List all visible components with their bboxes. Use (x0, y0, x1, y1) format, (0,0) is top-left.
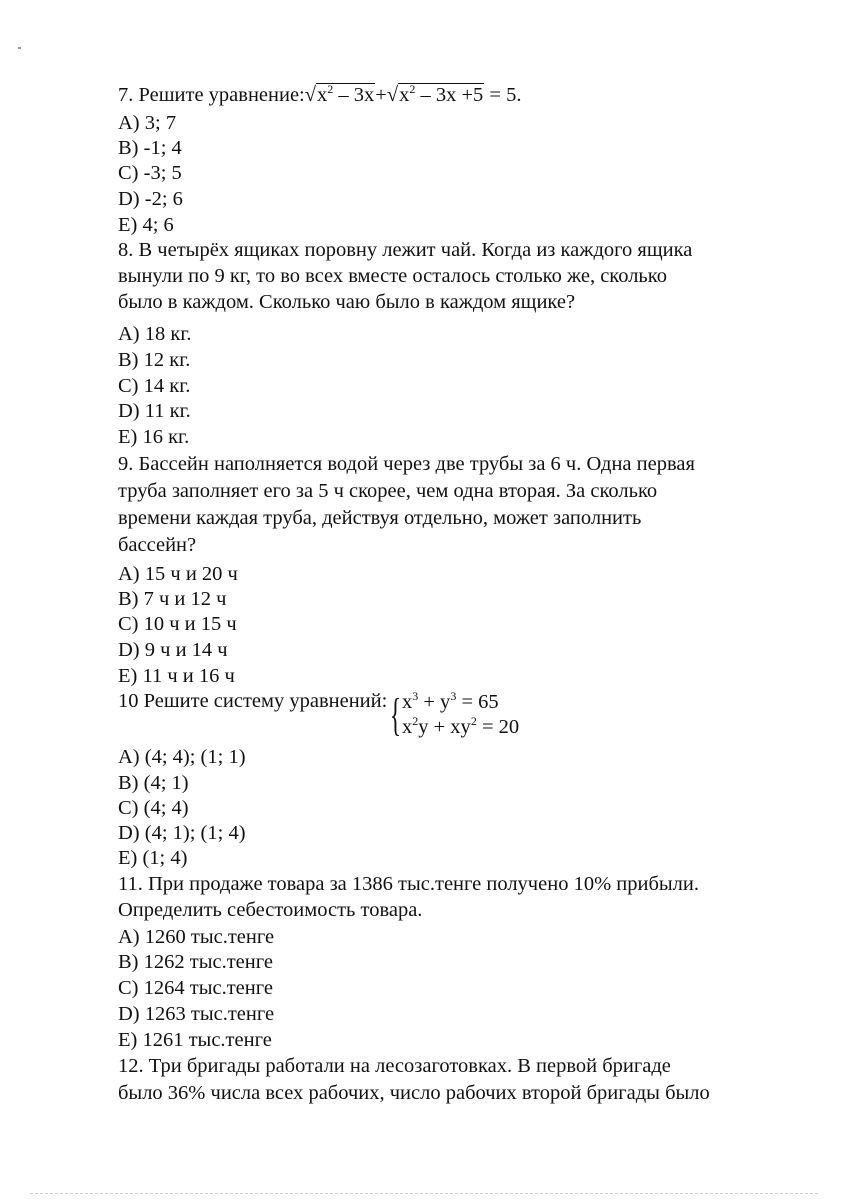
equation-system (390, 689, 520, 740)
option: C) (4; 4) (118, 797, 189, 819)
q9-line: труба заполняет его за 5 ч скорее, чем одна вторая. За сколько (118, 480, 658, 502)
q7-prefix: 7. Решите уравнение: (118, 84, 305, 106)
option: A) 15 ч и 20 ч (118, 563, 238, 585)
option: C) 10 ч и 15 ч (118, 613, 237, 635)
eq-end: = 5. (484, 84, 522, 106)
option: D) 11 кг. (118, 400, 191, 422)
option: D) 9 ч и 14 ч (118, 639, 228, 661)
q8-line: вынули по 9 кг, то во всех вместе осталось столько же, сколько (118, 265, 667, 287)
option: C) 1264 тыс.тенге (118, 977, 273, 999)
equation-1: $x^3 + y^3 = 65$ (402, 689, 499, 713)
option: D) 1263 тыс.тенге (118, 1003, 275, 1025)
q8-line: было в каждом. Сколько чаю было в каждом ящике? (118, 291, 576, 313)
option: E) 11 ч и 16 ч (118, 665, 235, 687)
bottom-rule (30, 1193, 818, 1194)
plus: + (375, 84, 387, 106)
option: A) 3; 7 (118, 112, 177, 134)
option: A) 18 кг. (118, 323, 192, 345)
q12-line: было 36% числа всех рабочих, число рабочих второй бригады было (118, 1082, 710, 1104)
scan-speck (18, 47, 21, 49)
option: C) -3; 5 (118, 162, 182, 184)
q11-line: 11. При продаже товара за 1386 тыс.тенге получено 10% прибыли. (118, 873, 699, 895)
brace: { (390, 689, 402, 740)
option: E) (1; 4) (118, 847, 188, 869)
option: B) (4; 1) (118, 772, 189, 794)
option: B) 7 ч и 12 ч (118, 588, 227, 610)
equation-2: $x^2y + xy^2 = 20$ (402, 714, 520, 738)
option: E) 4; 6 (118, 214, 174, 236)
q12-line: 12. Три бригады работали на лесозаготовках. В первой бригаде (118, 1055, 671, 1077)
option: E) 16 кг. (118, 426, 190, 448)
option: D) (4; 1); (1; 4) (118, 822, 246, 844)
option: A) (4; 4); (1; 1) (118, 746, 246, 768)
option: B) -1; 4 (118, 137, 182, 159)
q11-line: Определить себестоимость товара. (118, 899, 423, 921)
option: E) 1261 тыс.тенге (118, 1029, 272, 1051)
sqrt-1: $√x^2 - 3x$ (304, 82, 375, 106)
sqrt-2: $√x^2 - 3x +5$ (386, 82, 484, 106)
option: B) 12 кг. (118, 349, 191, 371)
option: C) 14 кг. (118, 375, 191, 397)
q8-line: 8. В четырёх ящиках поровну лежит чай. Когда из каждого ящика (118, 239, 693, 261)
q7-question (118, 83, 521, 107)
q9-line: бассейн? (118, 534, 197, 556)
option: B) 1262 тыс.тенге (118, 951, 273, 973)
option: A) 1260 тыс.тенге (118, 926, 275, 948)
q9-line: времени каждая труба, действуя отдельно, может заполнить (118, 507, 642, 529)
option: D) -2; 6 (118, 188, 183, 210)
q9-line: 9. Бассейн наполняется водой через две трубы за 6 ч. Одна первая (118, 453, 695, 475)
q10-prefix: 10 Решите систему уравнений: (118, 690, 388, 712)
